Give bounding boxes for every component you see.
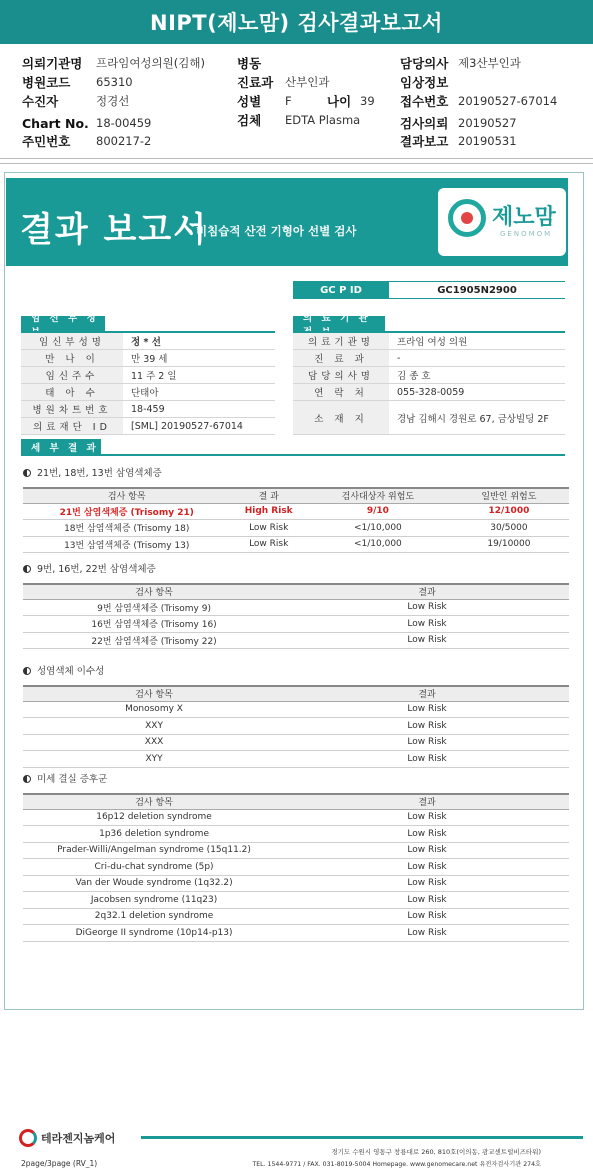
result-group-title xyxy=(23,771,107,785)
result-table xyxy=(23,685,569,768)
info-row-key: 의료기관명 xyxy=(293,333,389,349)
info-row-key: 소 재 지 xyxy=(293,401,389,434)
table-row xyxy=(23,859,569,876)
divider xyxy=(0,163,593,164)
info-row-value: 11 주 2 일 xyxy=(131,371,177,382)
banner-title: 결과 보고서 xyxy=(20,210,209,250)
report-date-value: 20190531 xyxy=(458,134,517,148)
info-row-value: 만 39 세 xyxy=(131,354,168,365)
column-header: 결과 xyxy=(285,686,569,701)
info-row xyxy=(293,350,565,367)
result-cell: Low Risk xyxy=(285,718,569,735)
page-indicator: 2page/3page (RV_1) xyxy=(21,1159,98,1168)
half-circle-icon xyxy=(23,667,31,675)
gcp-id-label: GC P ID xyxy=(293,281,389,299)
test-item-cell: Van der Woude syndrome (1q32.2) xyxy=(23,875,285,892)
table-row xyxy=(23,701,569,718)
pregnant-info-heading: 임 신 부 정 xyxy=(21,316,105,332)
info-row xyxy=(293,384,565,401)
table-row xyxy=(23,734,569,751)
info-row xyxy=(21,367,275,384)
info-row-key: 진 료 과 xyxy=(293,350,389,366)
age-value: 39 xyxy=(360,94,375,108)
column-header: 검사 항목 xyxy=(23,794,285,809)
result-group-title xyxy=(23,561,156,575)
result-cell: Low Risk xyxy=(285,908,569,925)
test-item-cell: 13번 삼염색체증 (Trisomy 13) xyxy=(23,536,230,553)
info-row-value: 경남 김해시 경원로 67, 금상빌딩 2F xyxy=(397,413,549,425)
result-cell: <1/10,000 xyxy=(307,520,449,537)
table-row xyxy=(23,536,569,553)
doctor-value: 제3산부인과 xyxy=(458,56,521,70)
age-label: 나이 xyxy=(327,94,352,109)
info-row xyxy=(21,350,275,367)
doctor-label: 담당의사 xyxy=(400,56,449,71)
test-item-cell: 22번 삼염색체증 (Trisomy 22) xyxy=(23,632,285,649)
chart-no-value: 18-00459 xyxy=(96,116,152,130)
result-cell: Low Risk xyxy=(285,925,569,942)
info-row xyxy=(293,367,565,384)
test-item-cell: XXY xyxy=(23,718,285,735)
column-header: 일반인 위험도 xyxy=(449,488,569,503)
column-header: 검사 항목 xyxy=(23,584,285,599)
half-circle-icon xyxy=(23,565,31,573)
test-item-cell: Jacobsen syndrome (11q23) xyxy=(23,892,285,909)
test-item-cell: 1p36 deletion syndrome xyxy=(23,826,285,843)
result-cell: Low Risk xyxy=(285,701,569,718)
ward-label: 병동 xyxy=(237,56,262,71)
info-row-key: 임신부성명 xyxy=(21,333,123,349)
column-header: 결과 xyxy=(285,584,569,599)
info-row xyxy=(293,333,565,350)
result-table xyxy=(23,583,569,649)
chart-no-label: Chart No. xyxy=(22,116,89,131)
column-header: 검사대상자 위험도 xyxy=(307,488,449,503)
result-cell: Low Risk xyxy=(230,536,306,553)
info-row-value: 프라임 여성 의원 xyxy=(397,337,468,348)
report-date-label: 결과보고 xyxy=(400,134,449,149)
info-row-key: 임신주수 xyxy=(21,367,123,383)
specimen-label: 검체 xyxy=(237,113,262,128)
info-row-value: 정 * 선 xyxy=(131,337,161,348)
table-row xyxy=(23,718,569,735)
result-table xyxy=(23,793,569,942)
company-logo-icon xyxy=(19,1129,37,1147)
sex-value: F xyxy=(285,94,292,108)
test-item-cell: 2q32.1 deletion syndrome xyxy=(23,908,285,925)
request-date-value: 20190527 xyxy=(458,116,517,130)
department-value: 산부인과 xyxy=(285,75,330,89)
half-circle-icon xyxy=(23,469,31,477)
test-item-cell: XXX xyxy=(23,734,285,751)
result-cell: 12/1000 xyxy=(449,503,569,520)
table-row xyxy=(23,632,569,649)
test-item-cell: DiGeorge II syndrome (10p14-p13) xyxy=(23,925,285,942)
test-item-cell: 16p12 deletion syndrome xyxy=(23,809,285,826)
result-cell: <1/10,000 xyxy=(307,536,449,553)
specimen-value: EDTA Plasma xyxy=(285,113,361,127)
table-row xyxy=(23,503,569,520)
genomom-logo-icon xyxy=(448,199,486,237)
info-row xyxy=(21,418,275,435)
table-row xyxy=(23,875,569,892)
info-row xyxy=(293,401,565,435)
hospital-code-value: 65310 xyxy=(96,75,133,89)
result-cell: Low Risk xyxy=(285,826,569,843)
table-row xyxy=(23,826,569,843)
info-row-key: 만 나 이 xyxy=(21,350,123,366)
table-row xyxy=(23,520,569,537)
logo-subtext: GENOMOM xyxy=(500,230,553,238)
table-row xyxy=(23,908,569,925)
info-row-value: [SML] 20190527-67014 xyxy=(131,420,243,432)
info-row xyxy=(21,333,275,350)
institution-label: 의뢰기관명 xyxy=(22,56,83,71)
info-row-key: 병원차트번호 xyxy=(21,401,123,417)
table-row xyxy=(23,892,569,909)
test-item-cell: 21번 삼염색체증 (Trisomy 21) xyxy=(23,503,230,520)
company-contact: TEL. 1544-9771 / FAX. 031-8019-5004 Homepage. www.genomecare.net 유전자검사기관 274호 xyxy=(252,1161,541,1168)
test-item-cell: XYY xyxy=(23,751,285,768)
result-cell: Low Risk xyxy=(285,892,569,909)
clinical-label: 임상정보 xyxy=(400,75,449,90)
report-header-title: NIPT(제노맘) 검사결과보고서 xyxy=(0,0,593,44)
result-cell: High Risk xyxy=(230,503,306,520)
footer-rule xyxy=(141,1136,583,1139)
test-item-cell: 9번 삼염색체증 (Trisomy 9) xyxy=(23,599,285,616)
result-cell: Low Risk xyxy=(285,751,569,768)
company-name: 테라젠지놈케어 xyxy=(41,1132,116,1145)
result-cell: Low Risk xyxy=(285,842,569,859)
test-item-cell: Monosomy X xyxy=(23,701,285,718)
table-row xyxy=(23,616,569,633)
result-cell: 19/10000 xyxy=(449,536,569,553)
logo-text: 제노맘 xyxy=(492,205,556,230)
table-row xyxy=(23,599,569,616)
result-cell: Low Risk xyxy=(285,734,569,751)
company-address: 경기도 수원시 영통구 창룡대로 260, 810호(이의동, 광교센트럴비즈타워) xyxy=(331,1148,541,1156)
test-item-cell: Cri-du-chat syndrome (5p) xyxy=(23,859,285,876)
test-item-cell: 18번 삼염색체증 (Trisomy 18) xyxy=(23,520,230,537)
info-row-value: - xyxy=(397,352,401,364)
hospital-code-label: 병원코드 xyxy=(22,75,71,90)
table-row xyxy=(23,751,569,768)
report-banner xyxy=(6,178,568,266)
company-logo xyxy=(19,1129,115,1147)
result-cell: Low Risk xyxy=(285,599,569,616)
info-row xyxy=(21,401,275,418)
info-row-key: 담당의사명 xyxy=(293,367,389,383)
table-row xyxy=(23,842,569,859)
result-cell: Low Risk xyxy=(285,875,569,892)
info-row-key: 연 락 처 xyxy=(293,384,389,400)
patient-info-block xyxy=(0,48,593,160)
department-label: 진료과 xyxy=(237,75,274,90)
result-report-card xyxy=(4,172,584,1168)
column-header: 검사 항목 xyxy=(23,686,285,701)
result-cell: Low Risk xyxy=(285,859,569,876)
info-row-value: 055-328-0059 xyxy=(397,386,465,398)
test-item-cell: 16번 삼염색체증 (Trisomy 16) xyxy=(23,616,285,633)
institution-info-heading: 의 료 기 관 xyxy=(293,316,385,332)
result-table xyxy=(23,487,569,553)
resident-no-value: 800217-2 xyxy=(96,134,152,148)
resident-no-label: 주민번호 xyxy=(22,134,71,149)
half-circle-icon xyxy=(23,775,31,783)
request-date-label: 검사의뢰 xyxy=(400,116,449,131)
result-cell: Low Risk xyxy=(285,632,569,649)
info-row xyxy=(21,384,275,401)
result-group-title xyxy=(23,465,162,479)
column-header: 검사 항목 xyxy=(23,488,230,503)
result-group-title xyxy=(23,663,104,677)
result-group-title-text: 성염색체 이수성 xyxy=(37,666,105,677)
genomom-logo xyxy=(438,188,566,256)
table-row xyxy=(23,809,569,826)
result-group-title-text: 21번, 18번, 13번 삼염색체증 xyxy=(37,468,162,479)
institution-value: 프라임여성의원(김해) xyxy=(96,56,205,70)
info-row-key: 의료재단 ID xyxy=(21,418,123,434)
column-header: 결과 xyxy=(285,794,569,809)
divider xyxy=(0,158,593,159)
test-item-cell: Prader-Willi/Angelman syndrome (15q11.2) xyxy=(23,842,285,859)
result-cell: Low Risk xyxy=(285,809,569,826)
result-group-title-text: 9번, 16번, 22번 삼염색체증 xyxy=(37,564,156,575)
column-header: 결 과 xyxy=(230,488,306,503)
receipt-no-label: 접수번호 xyxy=(400,94,449,109)
gcp-id-value: GC1905N2900 xyxy=(389,281,565,299)
result-group-title-text: 미세 결실 증후군 xyxy=(37,774,108,785)
section-rule xyxy=(21,454,565,456)
result-cell: Low Risk xyxy=(230,520,306,537)
info-row-value: 18-459 xyxy=(131,403,165,415)
info-row-value: 단태아 xyxy=(131,388,159,399)
sex-label: 성별 xyxy=(237,94,262,109)
collector-label: 수진자 xyxy=(22,94,59,109)
info-row-value: 김 종 호 xyxy=(397,371,431,382)
table-row xyxy=(23,925,569,942)
details-heading: 세 부 결 과 xyxy=(21,439,101,455)
result-cell: Low Risk xyxy=(285,616,569,633)
result-cell: 9/10 xyxy=(307,503,449,520)
receipt-no-value: 20190527-67014 xyxy=(458,94,558,108)
info-row-key: 태 아 수 xyxy=(21,384,123,400)
collector-value: 정경선 xyxy=(96,94,130,108)
result-cell: 30/5000 xyxy=(449,520,569,537)
banner-subtitle: 비침습적 산전 기형아 선별 검사 xyxy=(196,224,357,238)
